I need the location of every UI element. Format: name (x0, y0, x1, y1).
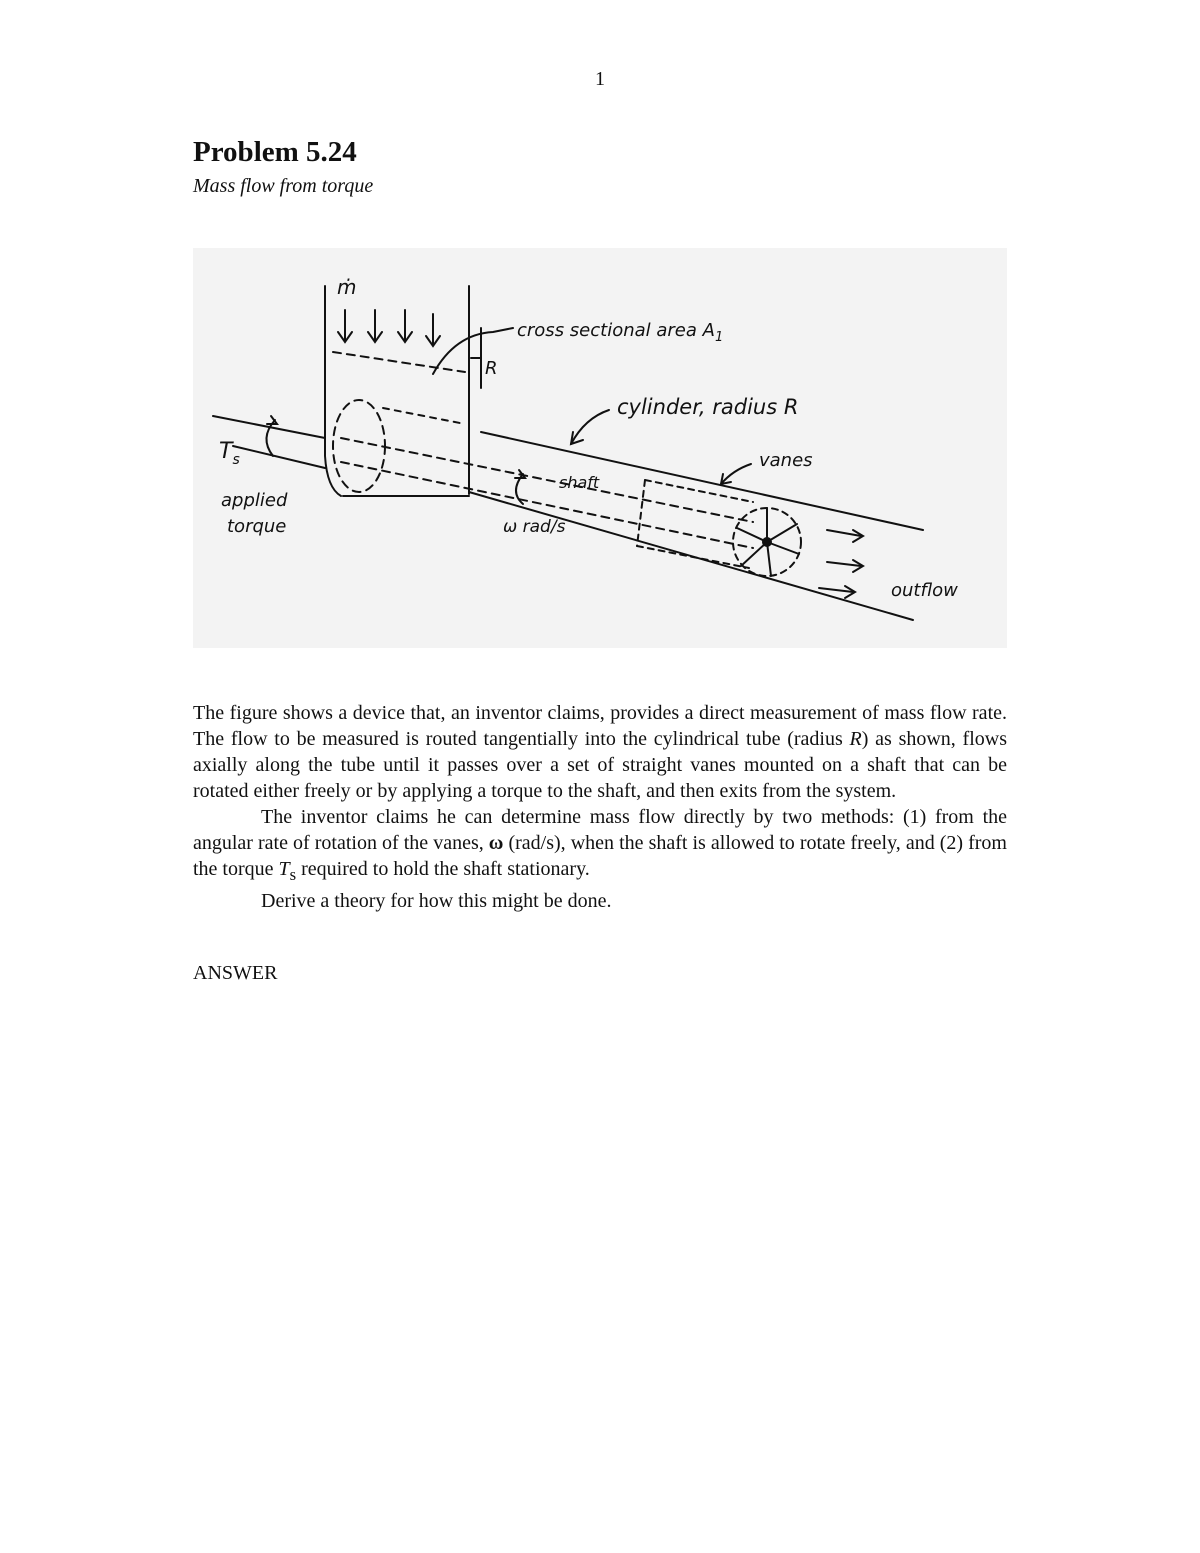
problem-title: Problem 5.24 (193, 136, 357, 168)
applied-torque-arrow (266, 420, 275, 456)
vanes-pointer (721, 464, 751, 484)
mdot-label: ṁ (337, 275, 357, 299)
inlet-bottom-pipe (233, 446, 325, 468)
problem-statement (193, 700, 1007, 914)
outflow-label: outflow (891, 580, 958, 601)
inflow-arrows (338, 310, 440, 346)
vanes-box-bottom (637, 546, 749, 568)
paragraph-3: Derive a theory for how this might be done. (261, 890, 612, 912)
omega-label: ω rad/s (503, 517, 566, 537)
Ts-label: $T_s$ (219, 439, 240, 468)
R-label: R (485, 358, 498, 379)
paragraph-2: The inventor claims he can determine mass flow directly by two methods: (1) from the angular rate of rotation of the vanes, ω (rad/s), when the shaft is allowed to rotate freely, and (2) from the torque $T_s$ required to hold the shaft stationary. (193, 806, 1007, 884)
torque-label: torque (227, 516, 287, 537)
cylinder-end-circle (333, 400, 385, 492)
device-sketch (193, 248, 1007, 648)
page-number: 1 (595, 68, 605, 90)
cylinder-pointer (571, 410, 609, 444)
device-figure (193, 248, 1007, 648)
cross-section-label: cross sectional area $A_1$ (517, 320, 724, 345)
shaft-upper-dashed (341, 438, 753, 522)
shaft-upper-dashed-inner (383, 408, 465, 424)
shaft-label: shaft (559, 473, 600, 492)
applied-label: applied (221, 490, 288, 511)
vanes-box-top (645, 480, 753, 502)
problem-subtitle: Mass flow from torque (193, 175, 374, 197)
inlet-tube-left-wall (325, 286, 341, 496)
cylinder-label: cylinder, radius R (617, 395, 799, 419)
paragraph-1: The figure shows a device that, an inventor claims, provides a direct measurement of mass flow rate. The flow to be measured is routed tangentially into the cylindrical tube (radius R) as shown, flows axially along the tube until it passes over a set of straight vanes mounted on a shaft that can be rotated either freely or by applying a torque to the shaft, and then exits from the system. (193, 702, 1007, 802)
vanes-label: vanes (759, 450, 813, 471)
vanes-box-left (637, 480, 645, 546)
outflow-arrows (819, 530, 863, 598)
cross-section-pointer (433, 328, 513, 374)
answer-heading: ANSWER (193, 962, 278, 984)
